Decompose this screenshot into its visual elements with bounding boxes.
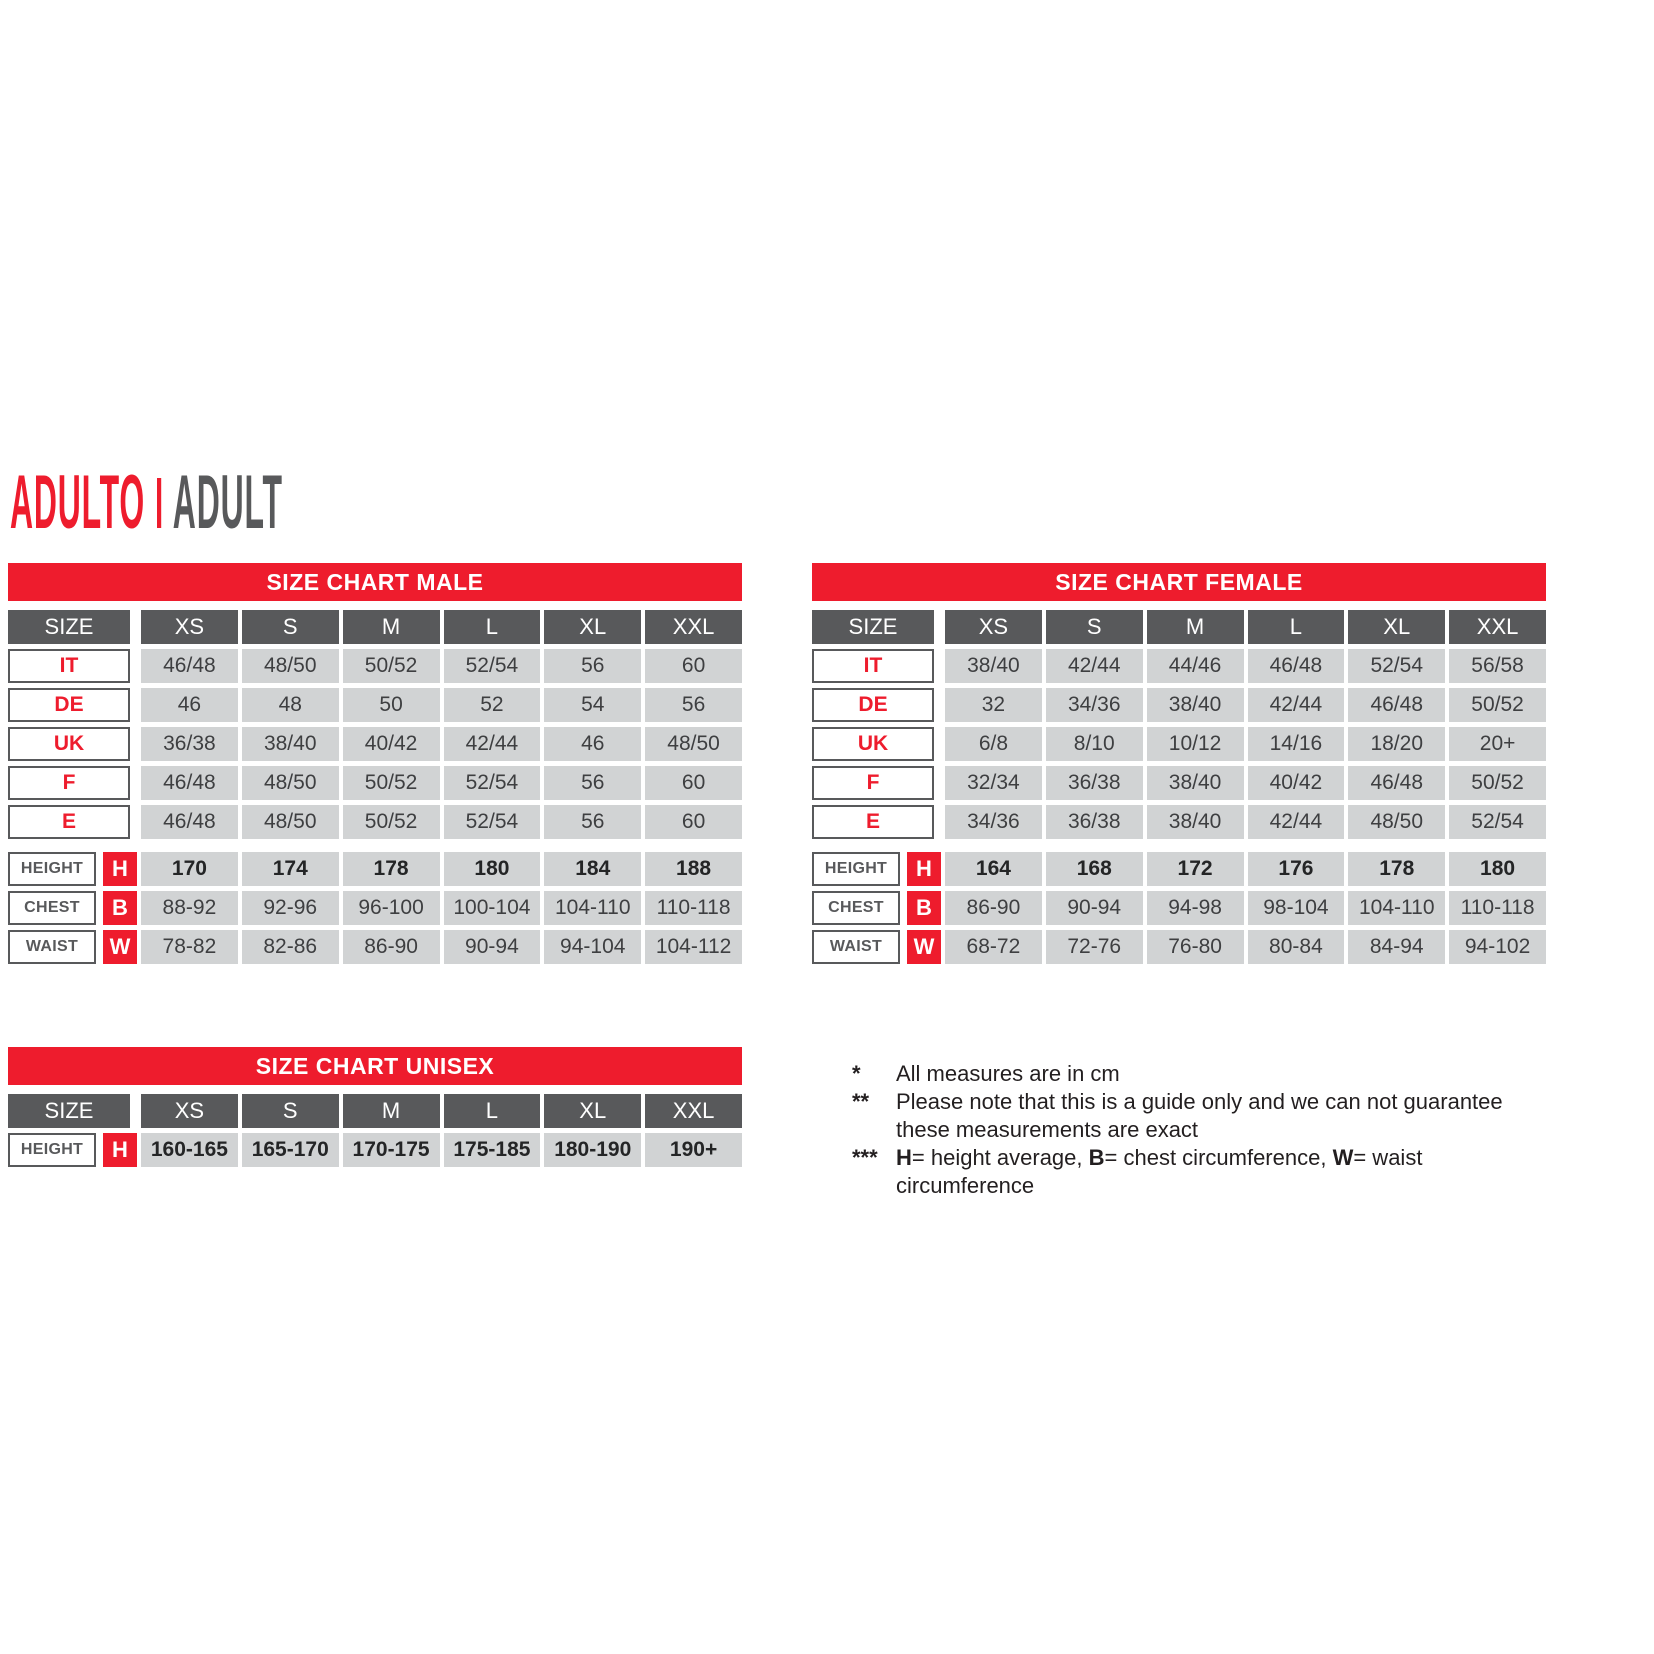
measure-value-cell: 176 bbox=[1248, 852, 1345, 886]
country-label: UK bbox=[8, 727, 130, 761]
table-title: SIZE CHART FEMALE bbox=[1055, 568, 1303, 595]
footnote bbox=[852, 1088, 1558, 1144]
size-column-header: M bbox=[1147, 610, 1244, 644]
table-title: SIZE CHART MALE bbox=[266, 568, 484, 595]
measure-value-cell: 104-112 bbox=[645, 930, 742, 964]
measure-value-cell: 160-165 bbox=[141, 1133, 238, 1167]
size-value-cell: 42/44 bbox=[444, 727, 541, 761]
measure-label: CHEST bbox=[812, 891, 900, 925]
measure-row-chest bbox=[812, 891, 1546, 925]
country-label: E bbox=[8, 805, 130, 839]
size-value-cell: 42/44 bbox=[1248, 805, 1345, 839]
size-value-cell: 46/48 bbox=[141, 766, 238, 800]
size-value-cell: 60 bbox=[645, 766, 742, 800]
size-row-de bbox=[812, 688, 1546, 722]
measure-value-cell: 174 bbox=[242, 852, 339, 886]
size-value-cell: 46 bbox=[544, 727, 641, 761]
table-spacer bbox=[8, 844, 742, 852]
size-value-cell: 42/44 bbox=[1046, 649, 1143, 683]
size-column-header: XXL bbox=[645, 610, 742, 644]
measure-row-height bbox=[8, 852, 742, 886]
country-label: IT bbox=[8, 649, 130, 683]
size-column-header: XXL bbox=[1449, 610, 1546, 644]
size-value-cell: 34/36 bbox=[945, 805, 1042, 839]
title-separator bbox=[157, 478, 161, 528]
size-value-cell: 52/54 bbox=[1449, 805, 1546, 839]
measure-label-group bbox=[8, 1133, 137, 1167]
size-value-cell: 56 bbox=[645, 688, 742, 722]
size-header-cell: SIZE bbox=[812, 610, 934, 644]
measure-value-cell: 94-98 bbox=[1147, 891, 1244, 925]
size-column-header: L bbox=[444, 1094, 541, 1128]
size-value-cell: 50/52 bbox=[343, 649, 440, 683]
measure-value-cell: 170 bbox=[141, 852, 238, 886]
size-column-header: M bbox=[343, 610, 440, 644]
size-value-cell: 32/34 bbox=[945, 766, 1042, 800]
size-value-cell: 48/50 bbox=[645, 727, 742, 761]
measure-value-cell: 90-94 bbox=[1046, 891, 1143, 925]
measure-letter-badge: B bbox=[103, 891, 137, 925]
table-title-bar bbox=[812, 563, 1546, 601]
size-column-header: XS bbox=[141, 1094, 238, 1128]
page-title-italian: ADULTO bbox=[10, 460, 146, 545]
country-label: UK bbox=[812, 727, 934, 761]
size-value-cell: 50/52 bbox=[343, 805, 440, 839]
size-column-header: XL bbox=[1348, 610, 1445, 644]
size-value-cell: 60 bbox=[645, 649, 742, 683]
footnote-marker: *** bbox=[852, 1145, 878, 1170]
size-column-header: M bbox=[343, 1094, 440, 1128]
measure-value-cell: 184 bbox=[544, 852, 641, 886]
measure-value-cell: 88-92 bbox=[141, 891, 238, 925]
footnote bbox=[852, 1060, 1558, 1088]
size-value-cell: 46/48 bbox=[141, 805, 238, 839]
measure-letter-badge: W bbox=[103, 930, 137, 964]
size-value-cell: 6/8 bbox=[945, 727, 1042, 761]
size-value-cell: 52/54 bbox=[444, 805, 541, 839]
measure-value-cell: 110-118 bbox=[1449, 891, 1546, 925]
measure-row-chest bbox=[8, 891, 742, 925]
measure-row-height bbox=[8, 1133, 742, 1167]
measure-letter-badge: H bbox=[907, 852, 941, 886]
size-value-cell: 18/20 bbox=[1348, 727, 1445, 761]
table-title: SIZE CHART UNISEX bbox=[255, 1052, 495, 1079]
size-value-cell: 38/40 bbox=[1147, 688, 1244, 722]
size-chart-male bbox=[8, 563, 742, 969]
measure-letter-badge: H bbox=[103, 852, 137, 886]
size-value-cell: 14/16 bbox=[1248, 727, 1345, 761]
measure-label: HEIGHT bbox=[8, 852, 96, 886]
size-value-cell: 50 bbox=[343, 688, 440, 722]
size-row-f bbox=[812, 766, 1546, 800]
size-value-cell: 52/54 bbox=[1348, 649, 1445, 683]
size-value-cell: 56 bbox=[544, 766, 641, 800]
footnote-marker: ** bbox=[852, 1089, 870, 1114]
size-column-header: S bbox=[1046, 610, 1143, 644]
size-column-header: XL bbox=[544, 610, 641, 644]
size-column-header: XL bbox=[544, 1094, 641, 1128]
measure-value-cell: 78-82 bbox=[141, 930, 238, 964]
size-value-cell: 50/52 bbox=[343, 766, 440, 800]
table-spacer bbox=[812, 844, 1546, 852]
measure-value-cell: 82-86 bbox=[242, 930, 339, 964]
measure-value-cell: 178 bbox=[1348, 852, 1445, 886]
footnote-text: H= height average, B= chest circumference, W= waist circumference bbox=[896, 1145, 1423, 1198]
measure-value-cell: 94-104 bbox=[544, 930, 641, 964]
size-row-it bbox=[8, 649, 742, 683]
measure-value-cell: 94-102 bbox=[1449, 930, 1546, 964]
size-chart-unisex bbox=[8, 1047, 742, 1172]
country-label: DE bbox=[812, 688, 934, 722]
measure-value-cell: 68-72 bbox=[945, 930, 1042, 964]
size-value-cell: 56/58 bbox=[1449, 649, 1546, 683]
size-value-cell: 36/38 bbox=[1046, 766, 1143, 800]
measure-value-cell: 180 bbox=[444, 852, 541, 886]
size-value-cell: 56 bbox=[544, 649, 641, 683]
size-value-cell: 54 bbox=[544, 688, 641, 722]
size-value-cell: 46 bbox=[141, 688, 238, 722]
size-value-cell: 60 bbox=[645, 805, 742, 839]
measure-letter-badge: H bbox=[103, 1133, 137, 1167]
measure-value-cell: 188 bbox=[645, 852, 742, 886]
country-label: F bbox=[812, 766, 934, 800]
size-value-cell: 56 bbox=[544, 805, 641, 839]
size-value-cell: 46/48 bbox=[141, 649, 238, 683]
measure-label-group bbox=[8, 852, 137, 886]
size-value-cell: 50/52 bbox=[1449, 766, 1546, 800]
measure-label: WAIST bbox=[812, 930, 900, 964]
table-title-bar bbox=[8, 1047, 742, 1085]
measure-label-group bbox=[812, 930, 941, 964]
size-header-cell: SIZE bbox=[8, 1094, 130, 1128]
size-value-cell: 52/54 bbox=[444, 649, 541, 683]
measure-label: CHEST bbox=[8, 891, 96, 925]
footnote-marker: * bbox=[852, 1061, 861, 1086]
footnotes bbox=[852, 1060, 1558, 1200]
footnote bbox=[852, 1144, 1558, 1200]
measure-value-cell: 168 bbox=[1046, 852, 1143, 886]
size-row-e bbox=[812, 805, 1546, 839]
measure-value-cell: 172 bbox=[1147, 852, 1244, 886]
size-column-header: S bbox=[242, 1094, 339, 1128]
footnote-text: Please note that this is a guide only and we can not guarantee these measurements are exact bbox=[896, 1089, 1503, 1142]
size-value-cell: 38/40 bbox=[242, 727, 339, 761]
footnote-text: All measures are in cm bbox=[896, 1061, 1120, 1086]
size-column-header: XS bbox=[945, 610, 1042, 644]
size-value-cell: 42/44 bbox=[1248, 688, 1345, 722]
measure-value-cell: 110-118 bbox=[645, 891, 742, 925]
measure-value-cell: 104-110 bbox=[1348, 891, 1445, 925]
page-title bbox=[10, 460, 283, 545]
size-value-cell: 36/38 bbox=[141, 727, 238, 761]
size-value-cell: 38/40 bbox=[1147, 805, 1244, 839]
size-value-cell: 8/10 bbox=[1046, 727, 1143, 761]
size-header-row bbox=[812, 610, 1546, 644]
page-title-english: ADULT bbox=[172, 460, 283, 545]
size-header-cell: SIZE bbox=[8, 610, 130, 644]
size-column-header: S bbox=[242, 610, 339, 644]
size-column-header: L bbox=[1248, 610, 1345, 644]
measure-value-cell: 175-185 bbox=[444, 1133, 541, 1167]
measure-letter-badge: B bbox=[907, 891, 941, 925]
size-value-cell: 34/36 bbox=[1046, 688, 1143, 722]
size-value-cell: 46/48 bbox=[1348, 688, 1445, 722]
measure-value-cell: 96-100 bbox=[343, 891, 440, 925]
measure-label-group bbox=[8, 891, 137, 925]
measure-value-cell: 190+ bbox=[645, 1133, 742, 1167]
size-value-cell: 32 bbox=[945, 688, 1042, 722]
size-value-cell: 48/50 bbox=[242, 766, 339, 800]
measure-value-cell: 76-80 bbox=[1147, 930, 1244, 964]
size-value-cell: 38/40 bbox=[1147, 766, 1244, 800]
size-row-uk bbox=[812, 727, 1546, 761]
measure-value-cell: 90-94 bbox=[444, 930, 541, 964]
size-value-cell: 52/54 bbox=[444, 766, 541, 800]
measure-row-height bbox=[812, 852, 1546, 886]
size-row-e bbox=[8, 805, 742, 839]
measure-value-cell: 170-175 bbox=[343, 1133, 440, 1167]
measure-value-cell: 104-110 bbox=[544, 891, 641, 925]
measure-label-group bbox=[812, 852, 941, 886]
measure-value-cell: 180-190 bbox=[544, 1133, 641, 1167]
size-chart-female bbox=[812, 563, 1546, 969]
measure-row-waist bbox=[8, 930, 742, 964]
size-row-de bbox=[8, 688, 742, 722]
size-value-cell: 48/50 bbox=[242, 805, 339, 839]
table-title-bar bbox=[8, 563, 742, 601]
country-label: E bbox=[812, 805, 934, 839]
measure-value-cell: 92-96 bbox=[242, 891, 339, 925]
measure-letter-badge: W bbox=[907, 930, 941, 964]
size-value-cell: 10/12 bbox=[1147, 727, 1244, 761]
country-label: F bbox=[8, 766, 130, 800]
measure-value-cell: 72-76 bbox=[1046, 930, 1143, 964]
size-row-uk bbox=[8, 727, 742, 761]
size-value-cell: 46/48 bbox=[1248, 649, 1345, 683]
measure-label: HEIGHT bbox=[8, 1133, 96, 1167]
measure-value-cell: 165-170 bbox=[242, 1133, 339, 1167]
country-label: IT bbox=[812, 649, 934, 683]
measure-value-cell: 178 bbox=[343, 852, 440, 886]
measure-value-cell: 84-94 bbox=[1348, 930, 1445, 964]
measure-value-cell: 98-104 bbox=[1248, 891, 1345, 925]
size-value-cell: 40/42 bbox=[1248, 766, 1345, 800]
size-column-header: L bbox=[444, 610, 541, 644]
size-value-cell: 52 bbox=[444, 688, 541, 722]
measure-value-cell: 100-104 bbox=[444, 891, 541, 925]
size-column-header: XS bbox=[141, 610, 238, 644]
size-value-cell: 38/40 bbox=[945, 649, 1042, 683]
size-value-cell: 46/48 bbox=[1348, 766, 1445, 800]
size-header-row bbox=[8, 1094, 742, 1128]
measure-value-cell: 180 bbox=[1449, 852, 1546, 886]
size-value-cell: 48 bbox=[242, 688, 339, 722]
size-value-cell: 48/50 bbox=[1348, 805, 1445, 839]
size-row-f bbox=[8, 766, 742, 800]
measure-label: HEIGHT bbox=[812, 852, 900, 886]
measure-label-group bbox=[812, 891, 941, 925]
size-value-cell: 36/38 bbox=[1046, 805, 1143, 839]
size-value-cell: 50/52 bbox=[1449, 688, 1546, 722]
country-label: DE bbox=[8, 688, 130, 722]
size-column-header: XXL bbox=[645, 1094, 742, 1128]
measure-value-cell: 86-90 bbox=[945, 891, 1042, 925]
size-header-row bbox=[8, 610, 742, 644]
measure-label: WAIST bbox=[8, 930, 96, 964]
size-value-cell: 44/46 bbox=[1147, 649, 1244, 683]
measure-label-group bbox=[8, 930, 137, 964]
size-value-cell: 20+ bbox=[1449, 727, 1546, 761]
size-value-cell: 48/50 bbox=[242, 649, 339, 683]
measure-value-cell: 164 bbox=[945, 852, 1042, 886]
measure-row-waist bbox=[812, 930, 1546, 964]
size-value-cell: 40/42 bbox=[343, 727, 440, 761]
measure-value-cell: 80-84 bbox=[1248, 930, 1345, 964]
measure-value-cell: 86-90 bbox=[343, 930, 440, 964]
size-row-it bbox=[812, 649, 1546, 683]
